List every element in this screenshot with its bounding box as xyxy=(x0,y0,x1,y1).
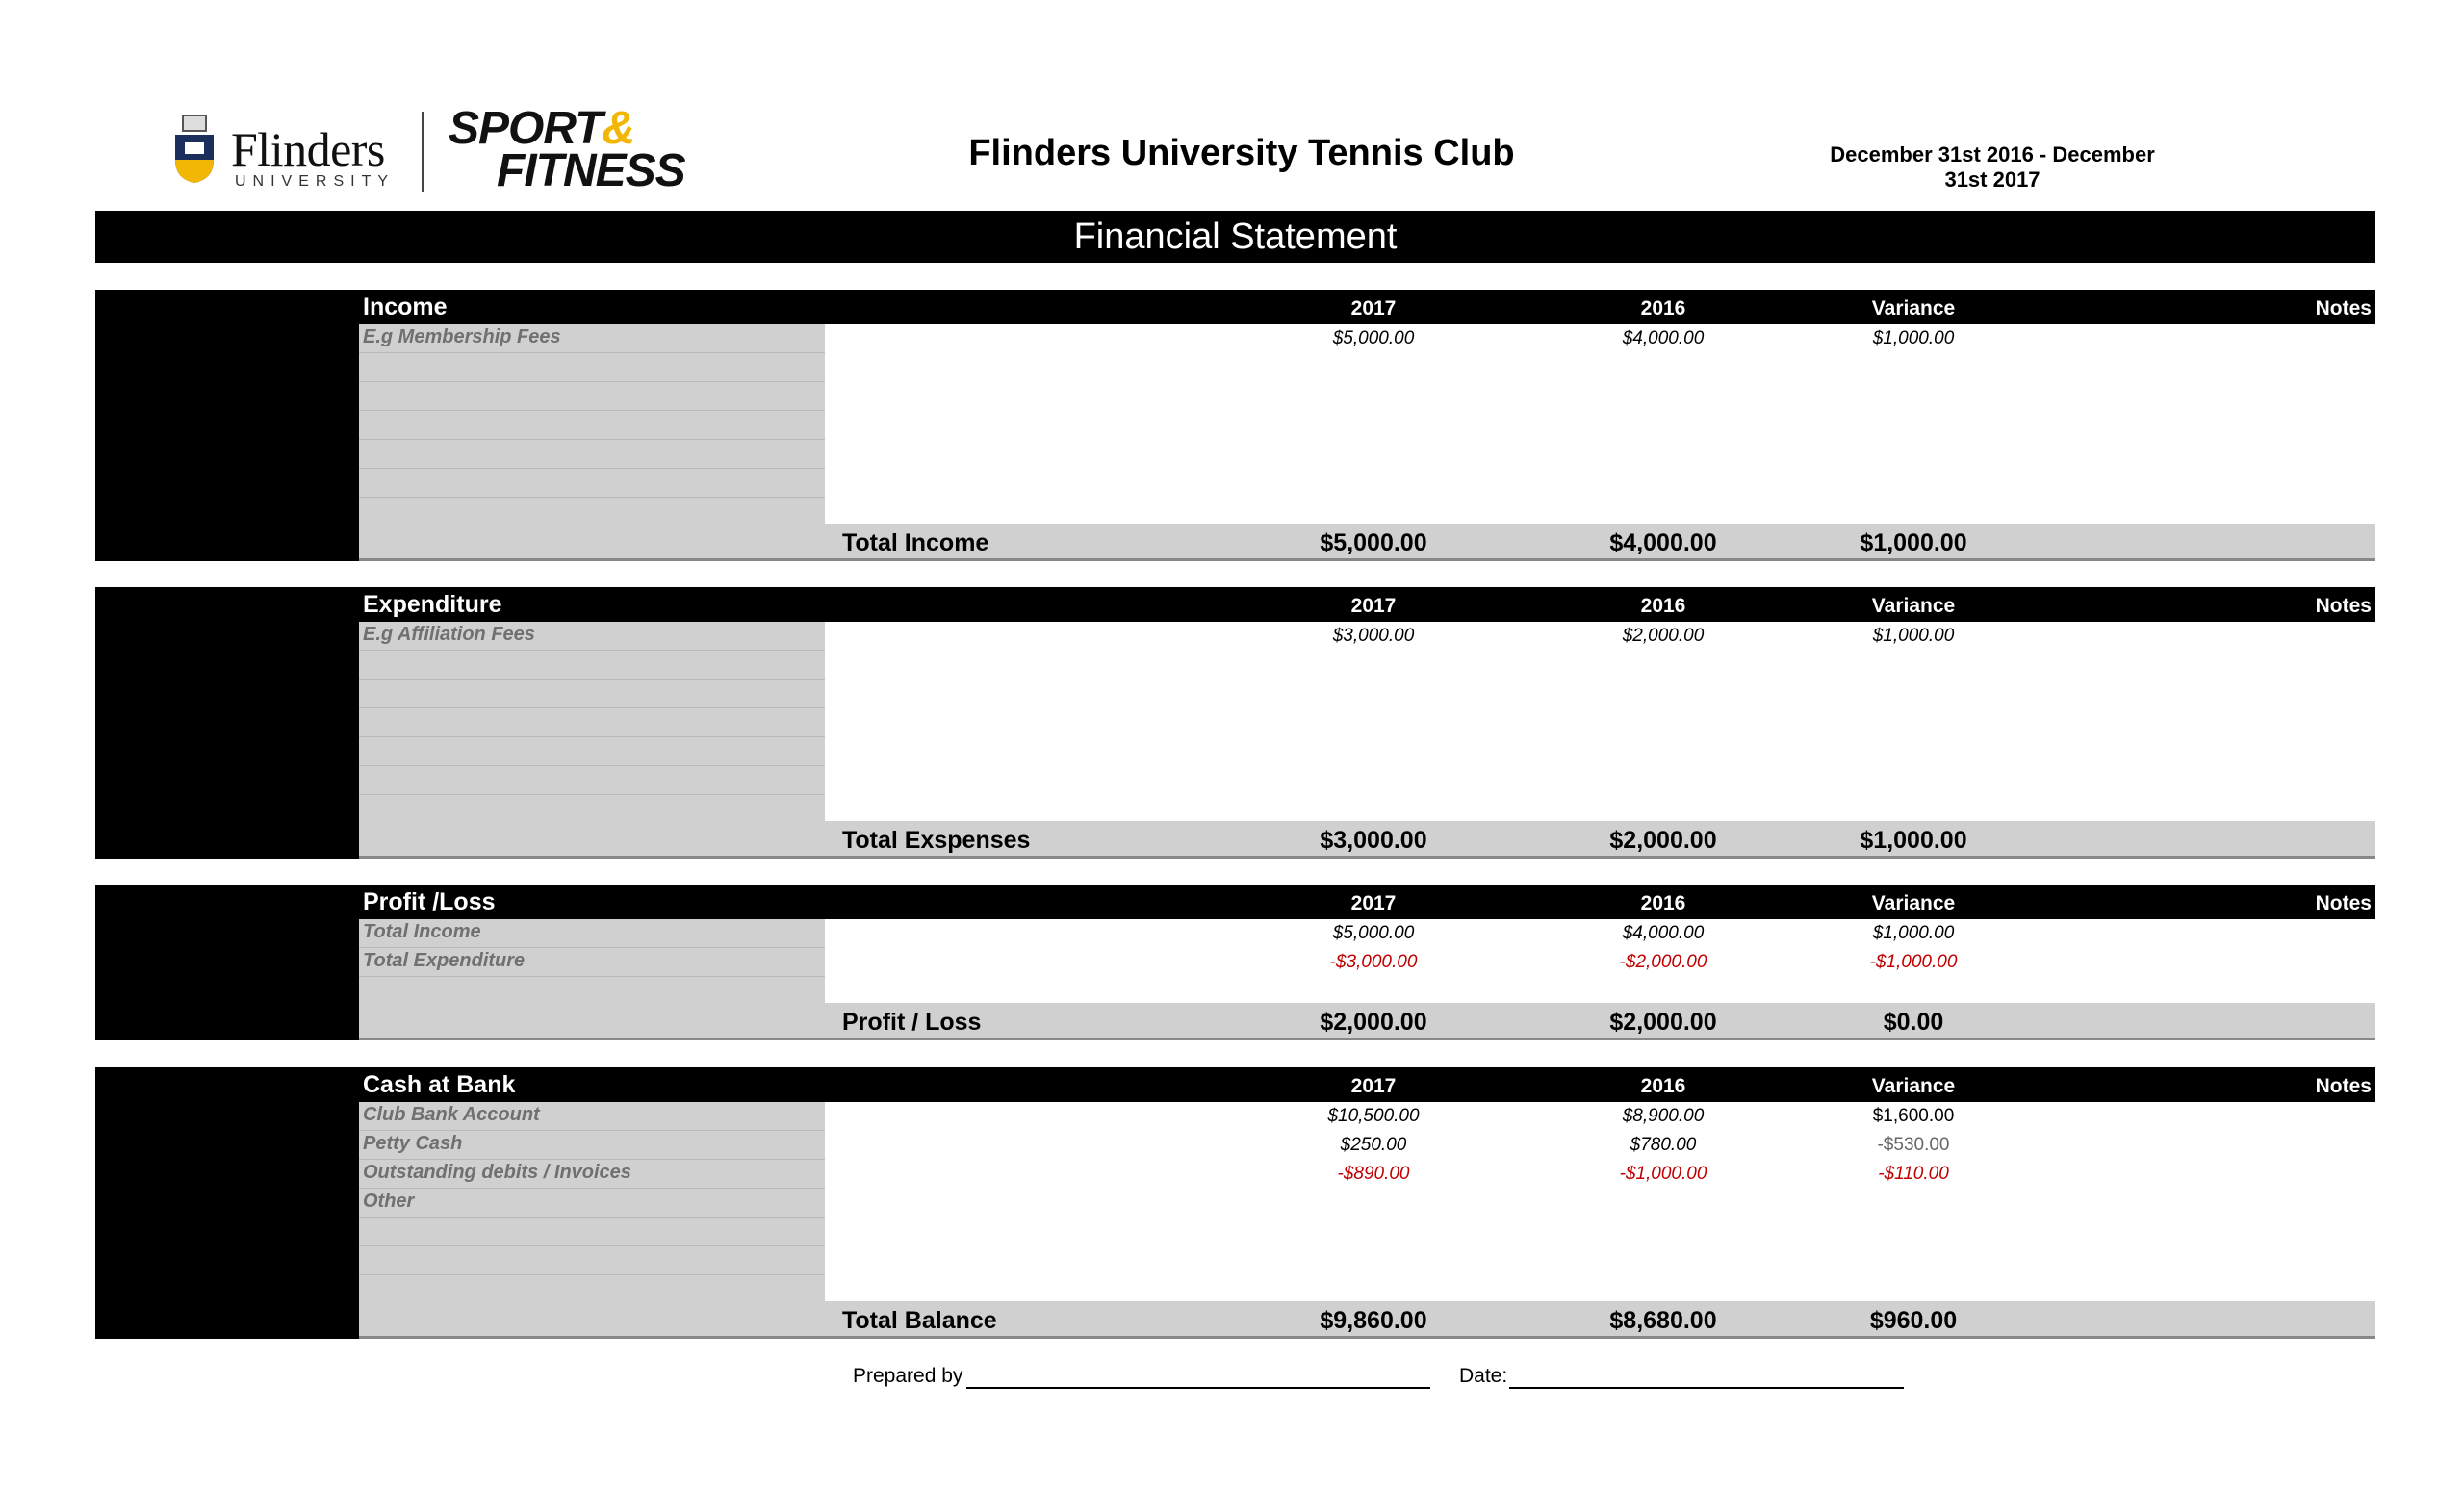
label-column xyxy=(359,1102,825,1304)
table-row[interactable] xyxy=(359,324,825,353)
table-row[interactable] xyxy=(359,919,825,948)
cash-at-bank-header xyxy=(359,1067,2375,1102)
prepared-by-label: Prepared by xyxy=(853,1365,963,1387)
total-label: Total Exspenses xyxy=(842,827,1031,854)
total-2017: $9,860.00 xyxy=(1320,1307,1427,1334)
total-2017: $2,000.00 xyxy=(1320,1009,1427,1036)
value-2017: $3,000.00 xyxy=(1332,626,1415,646)
col-2017-header: 2017 xyxy=(1350,297,1397,320)
logo-fitness: FITNESS xyxy=(497,145,685,196)
table-row[interactable] xyxy=(359,1160,825,1189)
col-2016-header: 2016 xyxy=(1640,892,1686,914)
total-2016: $4,000.00 xyxy=(1609,529,1717,556)
section-title: Expenditure xyxy=(363,591,502,618)
section-side-bar xyxy=(95,885,359,1040)
value-variance: -$110.00 xyxy=(1878,1164,1949,1184)
report-period: December 31st 2016 - December 31st 2017 xyxy=(1830,142,2155,192)
expenditure-header xyxy=(359,587,2375,622)
table-row[interactable] xyxy=(359,766,825,795)
col-2016-header: 2016 xyxy=(1640,595,1686,617)
section-side-bar xyxy=(95,587,359,859)
value-variance: -$1,000.00 xyxy=(1869,952,1958,972)
section-title: Income xyxy=(363,294,448,321)
date-label: Date: xyxy=(1459,1365,1508,1387)
label-column xyxy=(359,324,825,526)
value-2016: -$1,000.00 xyxy=(1619,1164,1707,1184)
value-2016: $4,000.00 xyxy=(1622,328,1705,348)
value-variance: $1,000.00 xyxy=(1872,328,1955,348)
table-row[interactable] xyxy=(359,977,825,1006)
value-variance: $1,000.00 xyxy=(1872,626,1955,646)
value-2016: $2,000.00 xyxy=(1622,626,1705,646)
col-notes-header: Notes xyxy=(2315,595,2372,617)
income-header xyxy=(359,290,2375,324)
total-label: Profit / Loss xyxy=(842,1009,982,1036)
row-label: Petty Cash xyxy=(363,1133,463,1154)
col-2016-header: 2016 xyxy=(1640,1075,1686,1097)
value-2017: $10,500.00 xyxy=(1327,1106,1420,1126)
total-2016: $2,000.00 xyxy=(1609,1009,1717,1036)
date-line[interactable] xyxy=(1509,1387,1904,1389)
section-title: Cash at Bank xyxy=(363,1071,516,1098)
club-title: Flinders University Tennis Club xyxy=(968,133,1515,173)
total-variance: $1,000.00 xyxy=(1860,827,1967,854)
table-row[interactable] xyxy=(359,948,825,977)
value-2017: $5,000.00 xyxy=(1332,923,1415,943)
profit-loss-header xyxy=(359,885,2375,919)
table-row[interactable] xyxy=(359,651,825,680)
expenditure-total-row xyxy=(359,821,2375,859)
section-title: Profit /Loss xyxy=(363,888,496,915)
table-row[interactable] xyxy=(359,737,825,766)
logo-wordmark: Flinders xyxy=(231,122,385,176)
value-2017: -$890.00 xyxy=(1337,1164,1410,1184)
col-variance-header: Variance xyxy=(1871,297,1956,320)
row-label: E.g Affiliation Fees xyxy=(363,624,535,645)
university-seal-icon xyxy=(171,114,218,185)
col-variance-header: Variance xyxy=(1871,892,1956,914)
table-row[interactable] xyxy=(359,680,825,708)
table-row[interactable] xyxy=(359,382,825,411)
label-column xyxy=(359,919,825,1006)
total-2016: $8,680.00 xyxy=(1609,1307,1717,1334)
income-section xyxy=(95,290,2375,561)
expenditure-section xyxy=(95,587,2375,859)
table-row[interactable] xyxy=(359,353,825,382)
table-row[interactable] xyxy=(359,1246,825,1275)
table-row[interactable] xyxy=(359,622,825,651)
total-variance: $0.00 xyxy=(1883,1009,1944,1036)
col-2017-header: 2017 xyxy=(1350,892,1397,914)
logo-subtitle: UNIVERSITY xyxy=(235,173,396,190)
profit-loss-section xyxy=(95,885,2375,1040)
col-notes-header: Notes xyxy=(2315,892,2372,914)
value-2016: $4,000.00 xyxy=(1622,923,1705,943)
row-label: Club Bank Account xyxy=(363,1104,540,1125)
col-2017-header: 2017 xyxy=(1350,595,1397,617)
total-label: Total Balance xyxy=(842,1307,997,1334)
cash-at-bank-section xyxy=(95,1067,2375,1339)
table-row[interactable] xyxy=(359,411,825,440)
col-2017-header: 2017 xyxy=(1350,1075,1397,1097)
label-column xyxy=(359,622,825,824)
total-2017: $3,000.00 xyxy=(1320,827,1427,854)
logo-sport: SPORT& xyxy=(449,103,635,154)
value-2016: $780.00 xyxy=(1630,1135,1697,1155)
value-2017: $250.00 xyxy=(1340,1135,1407,1155)
statement-banner: Financial Statement xyxy=(95,211,2375,263)
logo-divider xyxy=(422,112,424,192)
table-row[interactable] xyxy=(359,1131,825,1160)
table-row[interactable] xyxy=(359,469,825,498)
cash-total-row xyxy=(359,1301,2375,1339)
table-row[interactable] xyxy=(359,1218,825,1246)
value-2016: -$2,000.00 xyxy=(1619,952,1707,972)
total-variance: $960.00 xyxy=(1869,1307,1958,1334)
table-row[interactable] xyxy=(359,708,825,737)
section-side-bar xyxy=(95,1067,359,1339)
income-total-row xyxy=(359,524,2375,561)
value-2016: $8,900.00 xyxy=(1622,1106,1705,1126)
total-label: Total Income xyxy=(842,529,989,556)
col-variance-header: Variance xyxy=(1871,595,1956,617)
flinders-sport-fitness-logo xyxy=(167,103,692,196)
value-variance: -$530.00 xyxy=(1877,1135,1950,1155)
profit-loss-total-row xyxy=(359,1003,2375,1040)
total-2016: $2,000.00 xyxy=(1609,827,1717,854)
total-2017: $5,000.00 xyxy=(1320,529,1427,556)
row-label: E.g Membership Fees xyxy=(363,326,561,347)
row-label: Other xyxy=(363,1191,415,1212)
table-row[interactable] xyxy=(359,1102,825,1131)
total-variance: $1,000.00 xyxy=(1860,529,1967,556)
row-label: Total Expenditure xyxy=(363,950,526,971)
row-label: Outstanding debits / Invoices xyxy=(363,1162,631,1183)
section-side-bar xyxy=(95,290,359,561)
col-notes-header: Notes xyxy=(2315,297,2372,320)
col-variance-header: Variance xyxy=(1871,1075,1956,1097)
value-2017: $5,000.00 xyxy=(1332,328,1415,348)
value-2017: -$3,000.00 xyxy=(1329,952,1418,972)
table-row[interactable] xyxy=(359,440,825,469)
col-2016-header: 2016 xyxy=(1640,297,1686,320)
value-variance: $1,000.00 xyxy=(1872,923,1955,943)
value-variance: $1,600.00 xyxy=(1872,1106,1955,1126)
table-row[interactable] xyxy=(359,1189,825,1218)
col-notes-header: Notes xyxy=(2315,1075,2372,1097)
row-label: Total Income xyxy=(363,921,481,942)
prepared-by-line[interactable] xyxy=(966,1387,1430,1389)
